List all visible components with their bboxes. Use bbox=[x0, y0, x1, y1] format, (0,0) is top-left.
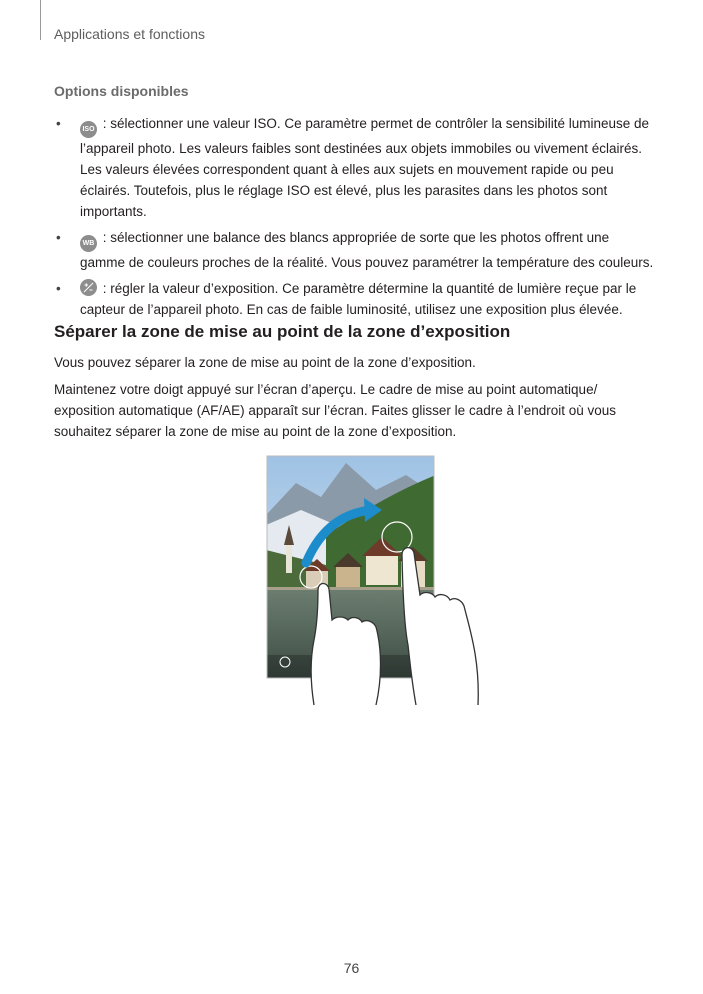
bullet: • bbox=[56, 230, 61, 245]
options-title: Options disponibles bbox=[54, 83, 189, 99]
page-edge-line bbox=[40, 0, 41, 40]
section-paragraph: Maintenez votre doigt appuyé sur l’écran d’aperçu. Le cadre de mise au point automatique/ exposition automatique (AF/AE) apparaît sur l’écran. Faites glisser le cadre à l’endroit où vous souhaitez séparer la zone de mise au point de la zone d’exposition. bbox=[54, 382, 617, 439]
section-title: Séparer la zone de mise au point de la zone d’exposition bbox=[54, 322, 511, 341]
list-item bbox=[54, 278, 654, 320]
option-description: : régler la valeur d’exposition. Ce paramètre détermine la quantité de lumière reçue par le capteur de l’appareil photo. En cas de faible luminosité, utilisez une exposition plus élevée. bbox=[80, 281, 637, 317]
section-header: Applications et fonctions bbox=[54, 26, 205, 42]
option-description: : sélectionner une valeur ISO. Ce paramètre permet de contrôler la sensibilité lumineuse de l’appareil photo. Les valeurs faibles sont destinées aux objets immobiles ou vivement éclairés. Les valeurs élevées correspondent quant à elles aux sujets en mouvement rapide ou peu éclairés. Toutefois, plus le réglage ISO est élevé, plus les parasites dans les photos sont importants. bbox=[80, 116, 650, 219]
option-description: : sélectionner une balance des blancs appropriée de sorte que les photos offrent une gamme de couleurs proches de la réalité. Vous pouvez paramétrer la température des couleurs. bbox=[80, 230, 654, 270]
hand-right-icon bbox=[402, 548, 478, 705]
page-number: 76 bbox=[343, 960, 360, 976]
list-item bbox=[54, 113, 654, 222]
camera-preview-illustration bbox=[266, 455, 506, 710]
iso-icon: ISO bbox=[80, 121, 97, 138]
options-list bbox=[54, 113, 654, 325]
bullet: • bbox=[56, 281, 61, 296]
list-item bbox=[54, 227, 654, 273]
white-balance-icon: WB bbox=[80, 235, 97, 252]
bullet: • bbox=[56, 116, 61, 131]
section-paragraph: Vous pouvez séparer la zone de mise au point de la zone d’exposition. bbox=[54, 355, 476, 370]
exposure-icon bbox=[80, 279, 97, 296]
